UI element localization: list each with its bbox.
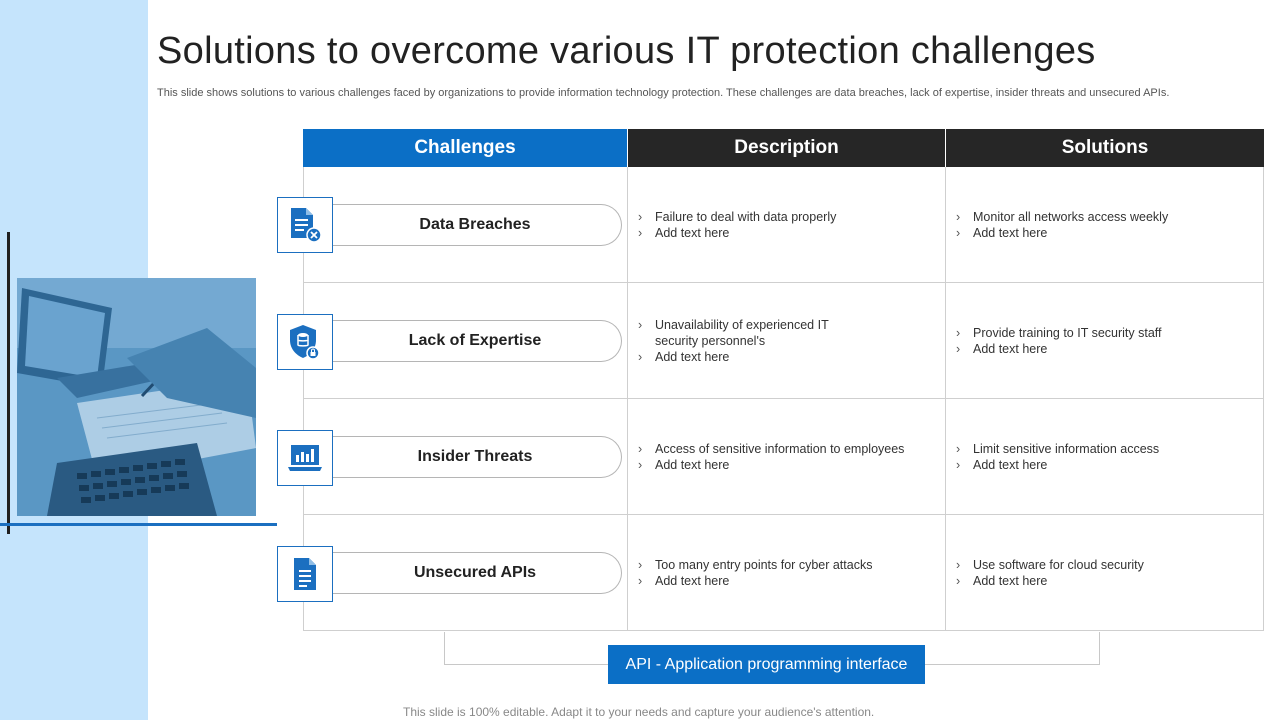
- document-x-icon: [287, 206, 323, 244]
- solution-item: › Provide training to IT security staff: [954, 325, 1263, 341]
- page-subtitle: This slide shows solutions to various challenges faced by organizations to provide information technology protection. These challenges are data breaches, lack of expertise, insider threats and unsecured APIs.: [157, 87, 1170, 99]
- icon-box: [277, 546, 333, 602]
- api-note: API - Application programming interface: [608, 645, 925, 684]
- description-cell: [627, 283, 945, 398]
- challenge-label: Insider Threats: [417, 448, 533, 465]
- description-item: › Failure to deal with data properly: [636, 209, 945, 225]
- laptop-photo: [17, 278, 256, 516]
- page-title: Solutions to overcome various IT protection challenges: [157, 30, 1096, 72]
- solution-item: › Add text here: [954, 341, 1263, 357]
- solution-item: › Add text here: [954, 573, 1263, 589]
- document-lines-icon: [290, 556, 320, 592]
- footer-note: This slide is 100% editable. Adapt it to your needs and capture your audience's attention.: [403, 705, 875, 719]
- challenge-pill-data-breaches: [329, 204, 622, 246]
- description-item: › Add text here: [636, 349, 945, 365]
- description-item: › Add text here: [636, 457, 945, 473]
- challenge-pill-lack-of-expertise: [329, 320, 622, 362]
- description-cell: [627, 167, 945, 282]
- challenge-pill-unsecured-apis: [329, 552, 622, 594]
- icon-box: [277, 430, 333, 486]
- header-solutions: Solutions: [945, 129, 1264, 167]
- icon-box: [277, 314, 333, 370]
- solutions-cell: [945, 515, 1264, 630]
- challenge-label: Unsecured APIs: [413, 564, 537, 581]
- solutions-cell: [945, 399, 1264, 514]
- description-item: › Add text here: [636, 225, 945, 241]
- description-cell: [627, 515, 945, 630]
- solution-item: › Add text here: [954, 225, 1263, 241]
- solutions-cell: [945, 167, 1264, 282]
- description-item: › Too many entry points for cyber attacks: [636, 557, 945, 573]
- solution-item: › Monitor all networks access weekly: [954, 209, 1263, 225]
- challenge-label: Lack of Expertise: [408, 332, 542, 349]
- description-item: › Add text here: [636, 573, 945, 589]
- icon-box: [277, 197, 333, 253]
- table-header: [303, 129, 1264, 167]
- description-item: › Access of sensitive information to employees: [636, 441, 945, 457]
- header-description: Description: [627, 129, 945, 167]
- header-challenges: Challenges: [303, 129, 627, 167]
- laptop-chart-icon: [286, 442, 324, 474]
- description-item: › Unavailability of experienced IT security personnel's: [636, 317, 855, 349]
- solution-item: › Add text here: [954, 457, 1263, 473]
- solution-item: › Limit sensitive information access: [954, 441, 1263, 457]
- vertical-accent-line: [7, 232, 10, 534]
- horizontal-accent-line: [0, 523, 277, 526]
- challenge-label: Data Breaches: [419, 216, 531, 233]
- challenge-pill-insider-threats: [329, 436, 622, 478]
- shield-lock-icon: [287, 323, 323, 361]
- solution-item: › Use software for cloud security: [954, 557, 1263, 573]
- solutions-cell: [945, 283, 1264, 398]
- description-cell: [627, 399, 945, 514]
